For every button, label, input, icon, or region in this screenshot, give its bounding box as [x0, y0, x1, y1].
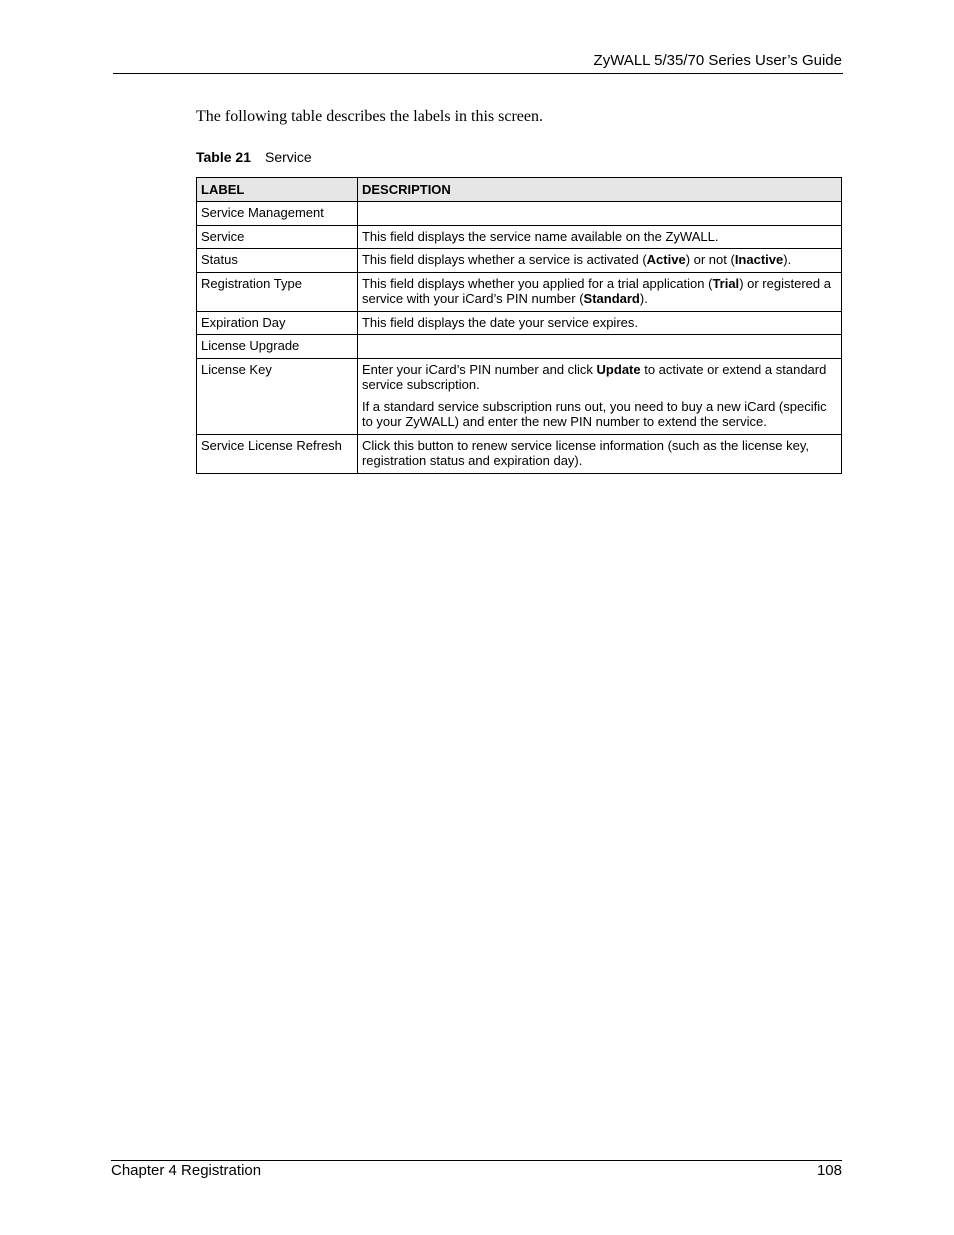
table-body [197, 202, 842, 474]
row-label: Expiration Day [197, 311, 358, 335]
running-header-title: ZyWALL 5/35/70 Series User’s Guide [593, 52, 842, 69]
row-description [357, 335, 841, 359]
description-text: Click this button to renew service license information (such as the license key, registration status and expiration day). [361, 437, 809, 468]
footer-divider [111, 1160, 842, 1161]
page-number: 108 [816, 1162, 842, 1179]
row-description [357, 272, 841, 311]
description-paragraph [362, 276, 837, 307]
table-row [197, 225, 842, 249]
description-text: This field displays the service name available on the ZyWALL. [361, 228, 719, 244]
description-text: Enter your iCard’s PIN number and click [361, 361, 597, 377]
row-description [357, 225, 841, 249]
description-text: If a standard service subscription runs out, you need to buy a new iCard (specific to your ZyWALL) and enter the new PIN number to extend the service. [361, 398, 827, 429]
row-label: Status [197, 249, 358, 273]
row-label: Service Management [197, 202, 358, 226]
bold-term: Trial [712, 275, 740, 291]
description-paragraph [362, 362, 837, 393]
table-header-row [197, 178, 842, 202]
table-title: Service [265, 149, 312, 165]
table-row [197, 202, 842, 226]
row-label: Service License Refresh [197, 434, 358, 473]
table-row [197, 249, 842, 273]
bold-term: Standard [583, 291, 640, 306]
bold-term: Active [646, 252, 686, 267]
description-paragraph [362, 315, 837, 331]
description-text: ). [783, 252, 792, 267]
footer-chapter: Chapter 4 Registration [111, 1162, 262, 1179]
description-text: ) or not ( [685, 252, 735, 267]
row-label: License Key [197, 358, 358, 434]
row-label: License Upgrade [197, 335, 358, 359]
description-paragraph [362, 399, 837, 430]
description-paragraph [362, 438, 837, 469]
row-description [357, 202, 841, 226]
table-caption [196, 149, 312, 166]
service-table [196, 177, 842, 474]
column-header-description: DESCRIPTION [357, 178, 841, 202]
table-row [197, 311, 842, 335]
table-row [197, 434, 842, 473]
description-text: This field displays whether a service is activated ( [361, 252, 647, 267]
table-row [197, 272, 842, 311]
row-label: Service [197, 225, 358, 249]
row-description [357, 358, 841, 434]
description-text: to activate or extend a standard service subscription. [361, 361, 827, 392]
intro-paragraph: The following table describes the labels in this screen. [196, 108, 544, 125]
description-text: ). [639, 291, 648, 306]
description-text: This field displays the date your service expires. [361, 314, 638, 330]
row-description [357, 311, 841, 335]
table-row [197, 335, 842, 359]
table-row [197, 358, 842, 434]
description-text: This field displays whether you applied for a trial application ( [361, 275, 713, 291]
bold-term: Inactive [734, 252, 784, 267]
row-label: Registration Type [197, 272, 358, 311]
header-divider [113, 73, 843, 74]
bold-term: Update [596, 361, 641, 377]
table-number: Table 21 [196, 149, 251, 165]
column-header-label: LABEL [197, 178, 358, 202]
description-paragraph [362, 229, 837, 245]
row-description [357, 249, 841, 273]
row-description [357, 434, 841, 473]
description-paragraph [362, 252, 837, 268]
description-text: ) or registered a service with your iCard’s PIN number ( [361, 275, 831, 306]
